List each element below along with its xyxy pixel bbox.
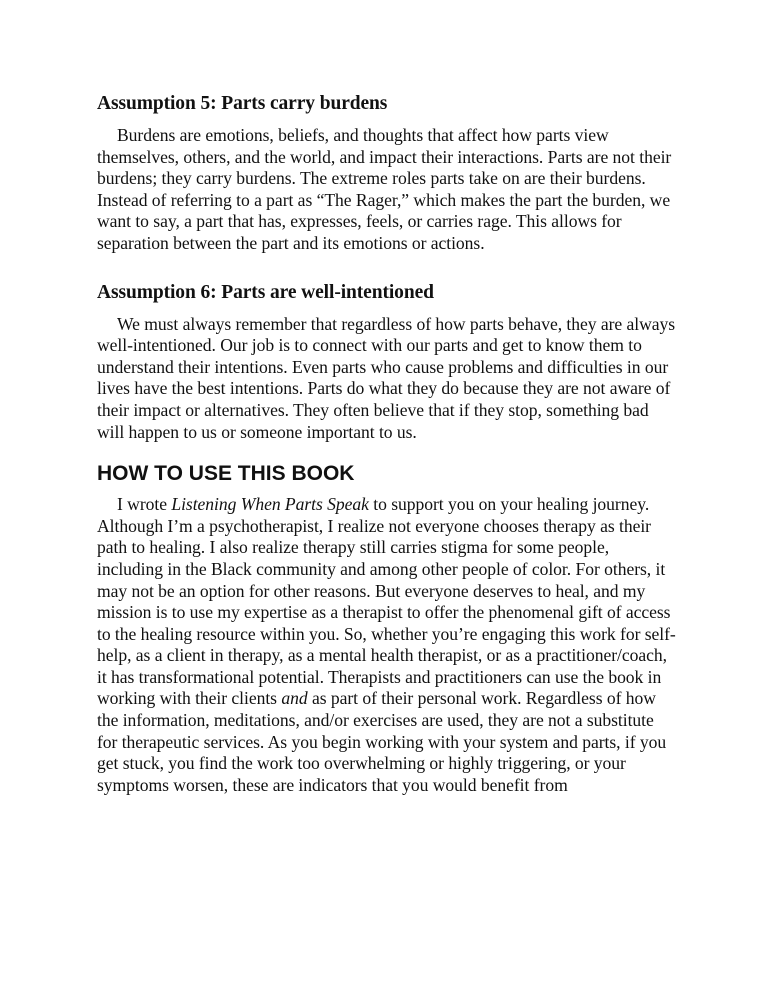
book-page xyxy=(97,90,677,796)
section-spacer xyxy=(97,443,677,460)
paragraph-how-to-use xyxy=(97,494,677,796)
section-heading-assumption-6: Assumption 6: Parts are well-intentioned xyxy=(97,281,434,303)
paragraph-text: I wrote xyxy=(117,494,172,515)
section-heading-how-to-use: HOW TO USE THIS BOOK xyxy=(97,462,355,486)
paragraph-assumption-6: We must always remember that regardless of how parts behave, they are always well-intentioned. Our job is to connect with our parts and get to know them to understand their intentions. Even parts who cause problems and difficulties in our lives have the best intentions. Parts do what they do because they are not aware of their impact or alternatives. They often believe that if they stop, something bad will happen to us or someone important to us. xyxy=(97,313,676,442)
paragraph-text: as part of their personal work. Regardless of how the information, meditations, and/or exercises are used, they are not a substitute for therapeutic services. As you begin working with your system and parts, if you get stuck, you find the work too overwhelming or highly triggering, or your symptoms worsen, these are indicators that you would benefit from xyxy=(97,688,667,795)
section-spacer xyxy=(97,255,677,279)
paragraph-text: to support you on your healing journey. Although I’m a psychotherapist, I realize not everyone chooses therapy as their path to healing. I also realize therapy still carries stigma for some people, including in the Black community and among other people of color. For others, it may not be an option for other reasons. But everyone deserves to heal, and my mission is to use my expertise as a therapist to offer the phenomenal gift of access to the healing resource within you. So, whether you’re engaging this work for self-help, as a client in therapy, as a mental health therapist, or as a practitioner/coach, it has transformational potential. Therapists and practitioners can use the book in working with their clients xyxy=(97,494,676,709)
book-title: Listening When Parts Speak xyxy=(171,494,369,515)
section-heading-assumption-5: Assumption 5: Parts carry burdens xyxy=(97,93,388,114)
paragraph-assumption-5: Burdens are emotions, beliefs, and thoughts that affect how parts view themselves, others, and the world, and impact their interactions. Parts are not their burdens; they carry burdens. The extreme roles parts take on are their burdens. Instead of referring to a part as “The Rager,” which makes the part the burden, we want to say, a part that has, expresses, feels, or carries rage. This allows for separation between the part and its emotions or actions. xyxy=(97,125,672,253)
emphasis-text: and xyxy=(281,688,308,709)
